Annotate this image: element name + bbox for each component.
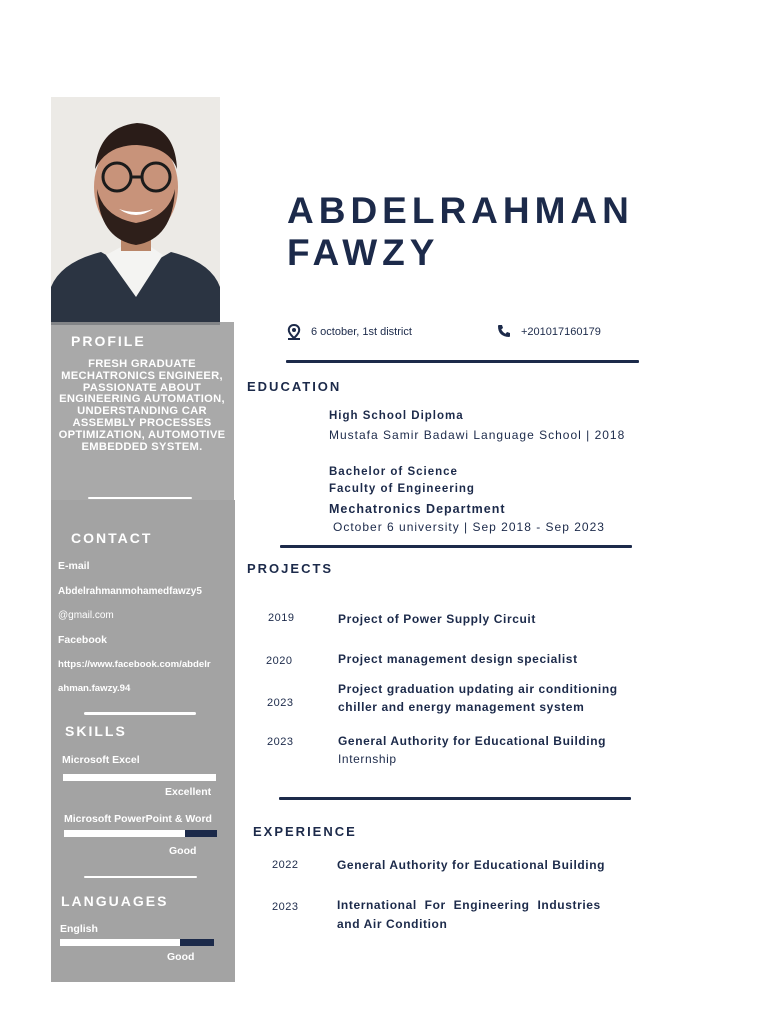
bsc-degree: Bachelor of Science	[329, 466, 458, 478]
skill-level-bar	[64, 830, 217, 837]
experience-year: 2022	[272, 859, 299, 871]
profile-photo	[51, 97, 220, 325]
sidebar-panel	[51, 500, 235, 982]
profile-text: FRESH GRADUATE MECHATRONICS ENGINEER, PASSIONATE ABOUT ENGINEERING AUTOMATION, UNDERSTANDING CAR ASSEMBLY PROCESSES OPTIMIZATION, AUTOMOTIVE EMBEDDED SYSTEM.	[58, 358, 226, 453]
experience-year: 2023	[272, 901, 299, 913]
language-level-remaining	[180, 939, 214, 946]
contact-divider	[84, 712, 196, 715]
project-year: 2023	[267, 697, 294, 709]
profile-divider	[88, 497, 192, 499]
experience-title-text: General Authority for Educational Building	[337, 858, 606, 872]
bsc-faculty: Faculty of Engineering	[329, 483, 475, 495]
skills-divider	[84, 876, 197, 878]
project-title: Project management design specialist	[338, 652, 578, 666]
project-year: 2023	[267, 736, 294, 748]
email-line-1[interactable]: Abdelrahmanmohamedfawzy5	[58, 586, 202, 597]
skills-title: SKILLS	[65, 723, 127, 739]
location-text: 6 october, 1st district	[311, 326, 412, 338]
skill-name: Microsoft Excel	[62, 754, 140, 766]
profile-title: PROFILE	[71, 333, 146, 349]
bsc-university: October 6 university | Sep 2018 - Sep 2023	[333, 520, 605, 534]
phone-icon	[497, 324, 513, 340]
projects-title: PROJECTS	[247, 561, 334, 576]
phone-text[interactable]: +201017160179	[521, 326, 601, 338]
skill-rating: Good	[169, 845, 197, 857]
skill-level-remaining	[185, 830, 217, 837]
location-row	[287, 324, 412, 340]
location-pin-icon	[287, 324, 303, 340]
skill-level-bar	[63, 774, 216, 781]
bsc-department: Mechatronics Department	[329, 502, 506, 516]
project-year: 2019	[268, 612, 295, 624]
education-title: EDUCATION	[247, 379, 342, 394]
profile-photo-illustration	[51, 97, 220, 325]
education-divider	[280, 545, 632, 548]
project-title-line-2: chiller and energy management system	[338, 700, 585, 714]
project-title: General Authority for Educational Building	[338, 734, 607, 748]
skill-rating: Excellent	[165, 786, 212, 798]
language-rating: Good	[167, 951, 195, 963]
phone-row	[497, 324, 601, 340]
languages-title: LANGUAGES	[61, 893, 169, 909]
facebook-link-line-2[interactable]: ahman.fawzy.94	[58, 683, 131, 694]
last-name: FAWZY	[287, 232, 440, 273]
experience-title-line-2: and Air Condition	[337, 917, 448, 931]
project-year: 2020	[266, 655, 293, 667]
hs-degree: High School Diploma	[329, 410, 464, 422]
email-line-2[interactable]: @gmail.com	[58, 610, 114, 621]
facebook-link-line-1[interactable]: https://www.facebook.com/abdelr	[58, 659, 211, 670]
email-label: E-mail	[58, 560, 90, 572]
experience-title-text: International For Engineering Industries	[337, 898, 601, 912]
experience-title: EXPERIENCE	[253, 824, 357, 839]
header-divider	[286, 360, 639, 363]
project-title: Project of Power Supply Circuit	[338, 612, 536, 626]
language-level-bar	[60, 939, 214, 946]
skill-name: Microsoft PowerPoint & Word	[64, 813, 212, 825]
contact-title: CONTACT	[71, 530, 153, 546]
facebook-label: Facebook	[58, 634, 108, 646]
project-subtitle: Internship	[338, 752, 397, 766]
projects-divider	[279, 797, 631, 800]
project-title: Project graduation updating air conditioning	[338, 682, 618, 696]
candidate-name	[287, 190, 634, 274]
first-name: ABDELRAHMAN	[287, 190, 634, 231]
hs-school: Mustafa Samir Badawi Language School | 2018	[329, 428, 626, 442]
language-name: English	[60, 923, 98, 935]
